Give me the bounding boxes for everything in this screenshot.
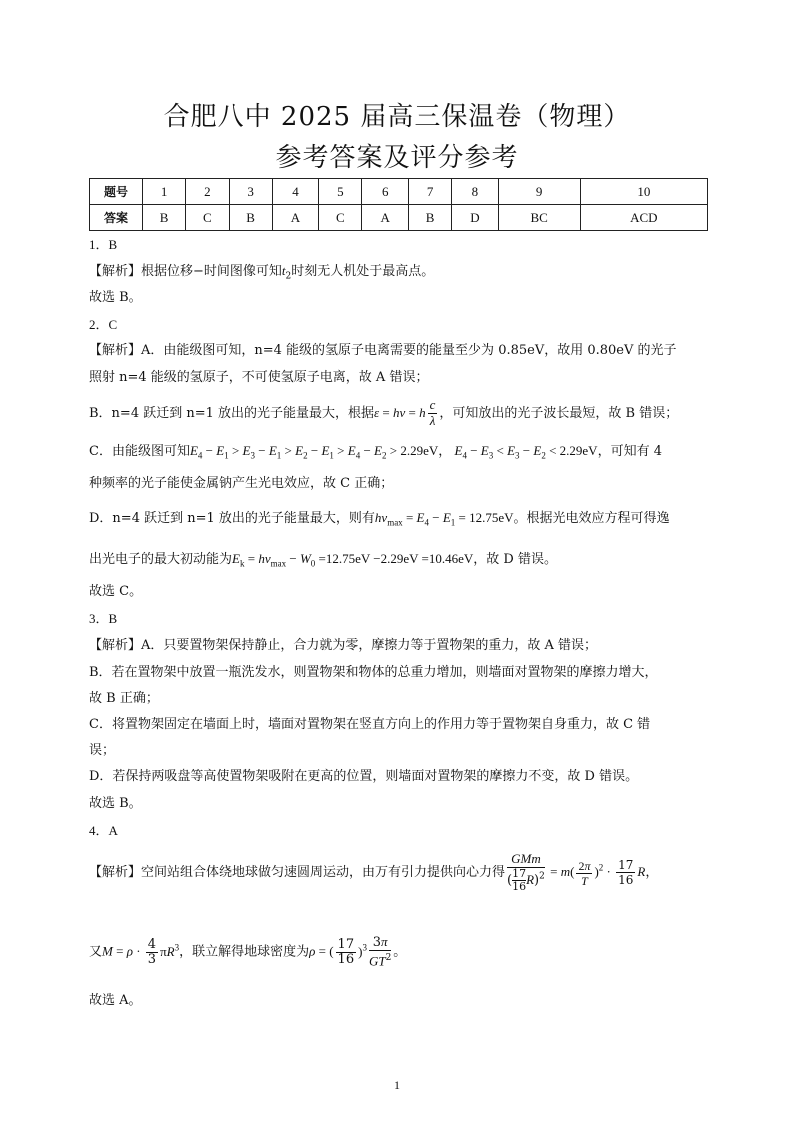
table-cell: A — [362, 205, 408, 231]
q3-c2: 误； — [89, 743, 116, 758]
q4-a: 【解析】空间站组合体绕地球做匀速圆周运动，由万有引力提供向心力得 GMm ( $\frac{17}{16}$ R)$^2$ = m( $\frac{2\pi}{T}$ )$^2$ · $\frac{17}{16}$ R， — [89, 851, 659, 893]
q4-b: 又M = ρ · $\frac{4}{3}$ $\pi R^3$，联立解得地球密度为ρ = ( $\frac{17}{16}$ )$^3$ $\frac{3\pi}{GT^2}$ 。 — [89, 934, 407, 969]
q1-conclusion: 故选 B。 — [89, 290, 142, 305]
table-cell: A — [272, 205, 318, 231]
q2-d1: D．n=4 跃迁到 n=1 放出的光子能量最大，则有$h\nu_{max} = E_4 - E_1 = 12.75eV$。根据光电效应方程可得逸 — [89, 510, 670, 528]
table-cell: 10 — [580, 179, 707, 205]
q1-head: 1．B — [89, 237, 118, 252]
table-cell: 7 — [408, 179, 451, 205]
table-cell: C — [319, 205, 362, 231]
q3-a: 【解析】A．只要置物架保持静止，合力就为零，摩擦力等于置物架的重力，故 A 错误； — [89, 638, 598, 653]
table-cell: ACD — [580, 205, 707, 231]
q3-conclusion: 故选 B。 — [89, 796, 142, 811]
q2-d2: 出光电子的最大初动能为$E_k = h\nu_{max} - W_0 =12.75eV -2.29eV =10.46eV$，故 D 错误。 — [89, 551, 557, 569]
table-cell: C — [186, 205, 229, 231]
table-row-numbers — [90, 179, 708, 205]
table-cell: 9 — [498, 179, 580, 205]
q2-b1: B．n=4 跃迁到 n=1 放出的光子能量最大，根据ε = hν = h $\frac{c}{\lambda}$ ，可知放出的光子波长最短，故 B 错误； — [89, 397, 679, 428]
table-row-answers — [90, 205, 708, 231]
header-label: 题号 — [90, 179, 143, 205]
q3-c1: C．将置物架固定在墙面上时，墙面对置物架在竖直方向上的作用力等于置物架自身重力，故 C 错 — [89, 717, 651, 732]
table-cell: BC — [498, 205, 580, 231]
q3-b1: B．若在置物架中放置一瓶洗发水，则置物架和物体的总重力增加，则墙面对置物架的摩擦力增大， — [89, 665, 658, 680]
table-cell: B — [229, 205, 272, 231]
q4-head: 4．A — [89, 823, 118, 838]
q2-head: 2．C — [89, 317, 118, 332]
answer-label: 答案 — [90, 205, 143, 231]
q2-c2: 种频率的光子能使金属钠产生光电效应，故 C 正确； — [89, 476, 394, 491]
table-cell: 8 — [452, 179, 498, 205]
title-line1: 合肥八中 2025 届高三保温卷（物理） — [163, 102, 631, 132]
q4-conclusion: 故选 A。 — [89, 993, 142, 1008]
q3-b2: 故 B 正确； — [89, 691, 159, 706]
table-cell: 2 — [186, 179, 229, 205]
table-cell: 1 — [143, 179, 186, 205]
q1-analysis: 【解析】根据位移−时间图像可知$t_2$时刻无人机处于最高点。 — [89, 263, 435, 282]
q3-d: D．若保持两吸盘等高使置物架吸附在更高的位置，则墙面对置物架的摩擦力不变，故 D 错误。 — [89, 769, 639, 784]
q3-head: 3．B — [89, 611, 118, 626]
q2-a1: 【解析】A．由能级图可知，n=4 能级的氢原子电离需要的能量至少为 0.85eV，故用 0.80eV 的光子 — [89, 343, 677, 358]
table-cell: 5 — [319, 179, 362, 205]
table-cell: 6 — [362, 179, 408, 205]
table-cell: B — [408, 205, 451, 231]
page-number: 1 — [394, 1078, 400, 1092]
q2-c1: C．由能级图可知$E_4 - E_1 > E_3 - E_1 > E_2 - E_1 > E_4 - E_2 > 2.29eV$， $E_4 - E_3 < E_3 - E_2 < 2.29eV$，可知有 4 — [89, 443, 662, 461]
title-line2: 参考答案及评分参考 — [275, 143, 519, 173]
table-cell: B — [143, 205, 186, 231]
answer-table — [89, 178, 708, 231]
table-cell: 3 — [229, 179, 272, 205]
q2-a2: 照射 n=4 能级的氢原子，不可使氢原子电离，故 A 错误； — [89, 370, 429, 385]
table-cell: 4 — [272, 179, 318, 205]
table-cell: D — [452, 205, 498, 231]
q2-conclusion: 故选 C。 — [89, 584, 143, 599]
